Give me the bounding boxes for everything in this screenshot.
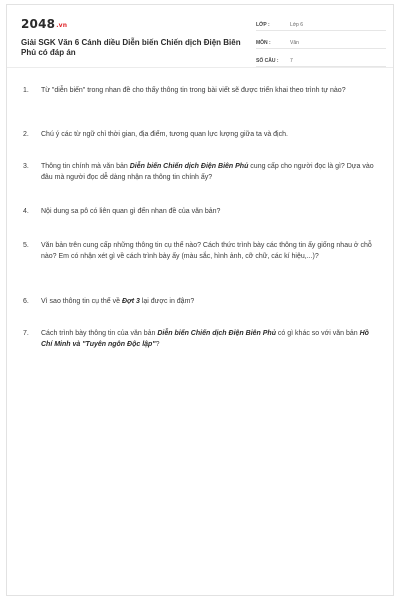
- question-item: [23, 240, 375, 262]
- question-text: [41, 161, 375, 183]
- question-text-part: Văn bản trên cung cấp những thông tin cụ thể nào? Cách thức trình bày các thông tin ấy giống nhau ở chỗ nào? Em có nhận xét gì về cách trình bày ấy (màu sắc, hình ảnh, cỡ chữ, các kí hiệu,...)?: [41, 242, 372, 260]
- logo-text: 2048: [21, 17, 56, 31]
- question-text: [41, 328, 375, 350]
- meta-row-subject: [256, 33, 386, 49]
- question-number: 4.: [23, 208, 29, 215]
- document-page: [6, 4, 394, 596]
- question-item: [23, 161, 375, 183]
- question-number: 2.: [23, 131, 29, 138]
- question-emphasis: Hồ Chí Minh và "Tuyên ngôn Độc lập": [41, 330, 369, 348]
- question-number: 7.: [23, 330, 29, 337]
- question-item: [23, 296, 375, 307]
- question-text: [41, 85, 375, 96]
- meta-row-class: [256, 15, 386, 31]
- question-text-part: ?: [155, 341, 160, 348]
- logo-domain: .vn: [56, 22, 68, 29]
- question-number: 1.: [23, 87, 29, 94]
- question-item: [23, 85, 375, 96]
- question-number: 5.: [23, 242, 29, 249]
- question-text: [41, 240, 375, 262]
- question-text-part: lại được in đậm?: [139, 298, 195, 305]
- question-number: 6.: [23, 298, 29, 305]
- document-title: Giải SGK Văn 6 Cánh diều Diễn biến Chiến dịch Điện Biên Phủ có đáp án: [21, 38, 241, 57]
- meta-value: 7: [290, 58, 293, 64]
- question-number: 3.: [23, 163, 29, 170]
- meta-label: MÔN :: [256, 40, 271, 46]
- question-text-part: Nội dung sa pô có liên quan gì đến nhan đề của văn bản?: [41, 208, 221, 215]
- question-text: [41, 129, 375, 140]
- meta-label: SỐ CÂU :: [256, 58, 279, 64]
- document-header: [7, 5, 393, 68]
- meta-row-count: [256, 51, 386, 67]
- question-emphasis: Diễn biến Chiến dịch Điện Biên Phủ: [157, 330, 276, 337]
- question-text-part: Thông tin chính mà văn bản: [41, 163, 130, 170]
- question-text-part: Chú ý các từ ngữ chỉ thời gian, địa điểm, tương quan lực lượng giữa ta và địch.: [41, 131, 288, 138]
- meta-value: Văn: [290, 40, 299, 46]
- question-item: [23, 206, 375, 217]
- question-text-part: có gì khác so với văn bản: [275, 330, 360, 337]
- document-meta: [256, 15, 386, 69]
- meta-value: Lớp 6: [290, 22, 304, 28]
- question-text-part: cung cấp cho người đọc là gì? Dựa vào đâu mà người đọc dễ dàng nhận ra thông tin chính ấy?: [41, 163, 374, 181]
- question-emphasis: Đợt 3: [121, 298, 140, 305]
- question-text-part: Từ "diễn biến" trong nhan đề cho thấy thông tin trong bài viết sẽ được triển khai theo trình tự nào?: [41, 87, 346, 94]
- question-item: [23, 129, 375, 140]
- question-text: [41, 206, 375, 217]
- meta-label: LỚP :: [256, 22, 270, 28]
- site-logo[interactable]: [21, 17, 67, 31]
- question-text-part: Cách trình bày thông tin của văn bản: [41, 330, 158, 337]
- question-text: [41, 296, 375, 307]
- question-item: [23, 328, 375, 350]
- question-text-part: Vì sao thông tin cụ thể về: [41, 298, 122, 305]
- question-emphasis: Diễn biến Chiến dịch Điện Biên Phủ: [129, 163, 249, 170]
